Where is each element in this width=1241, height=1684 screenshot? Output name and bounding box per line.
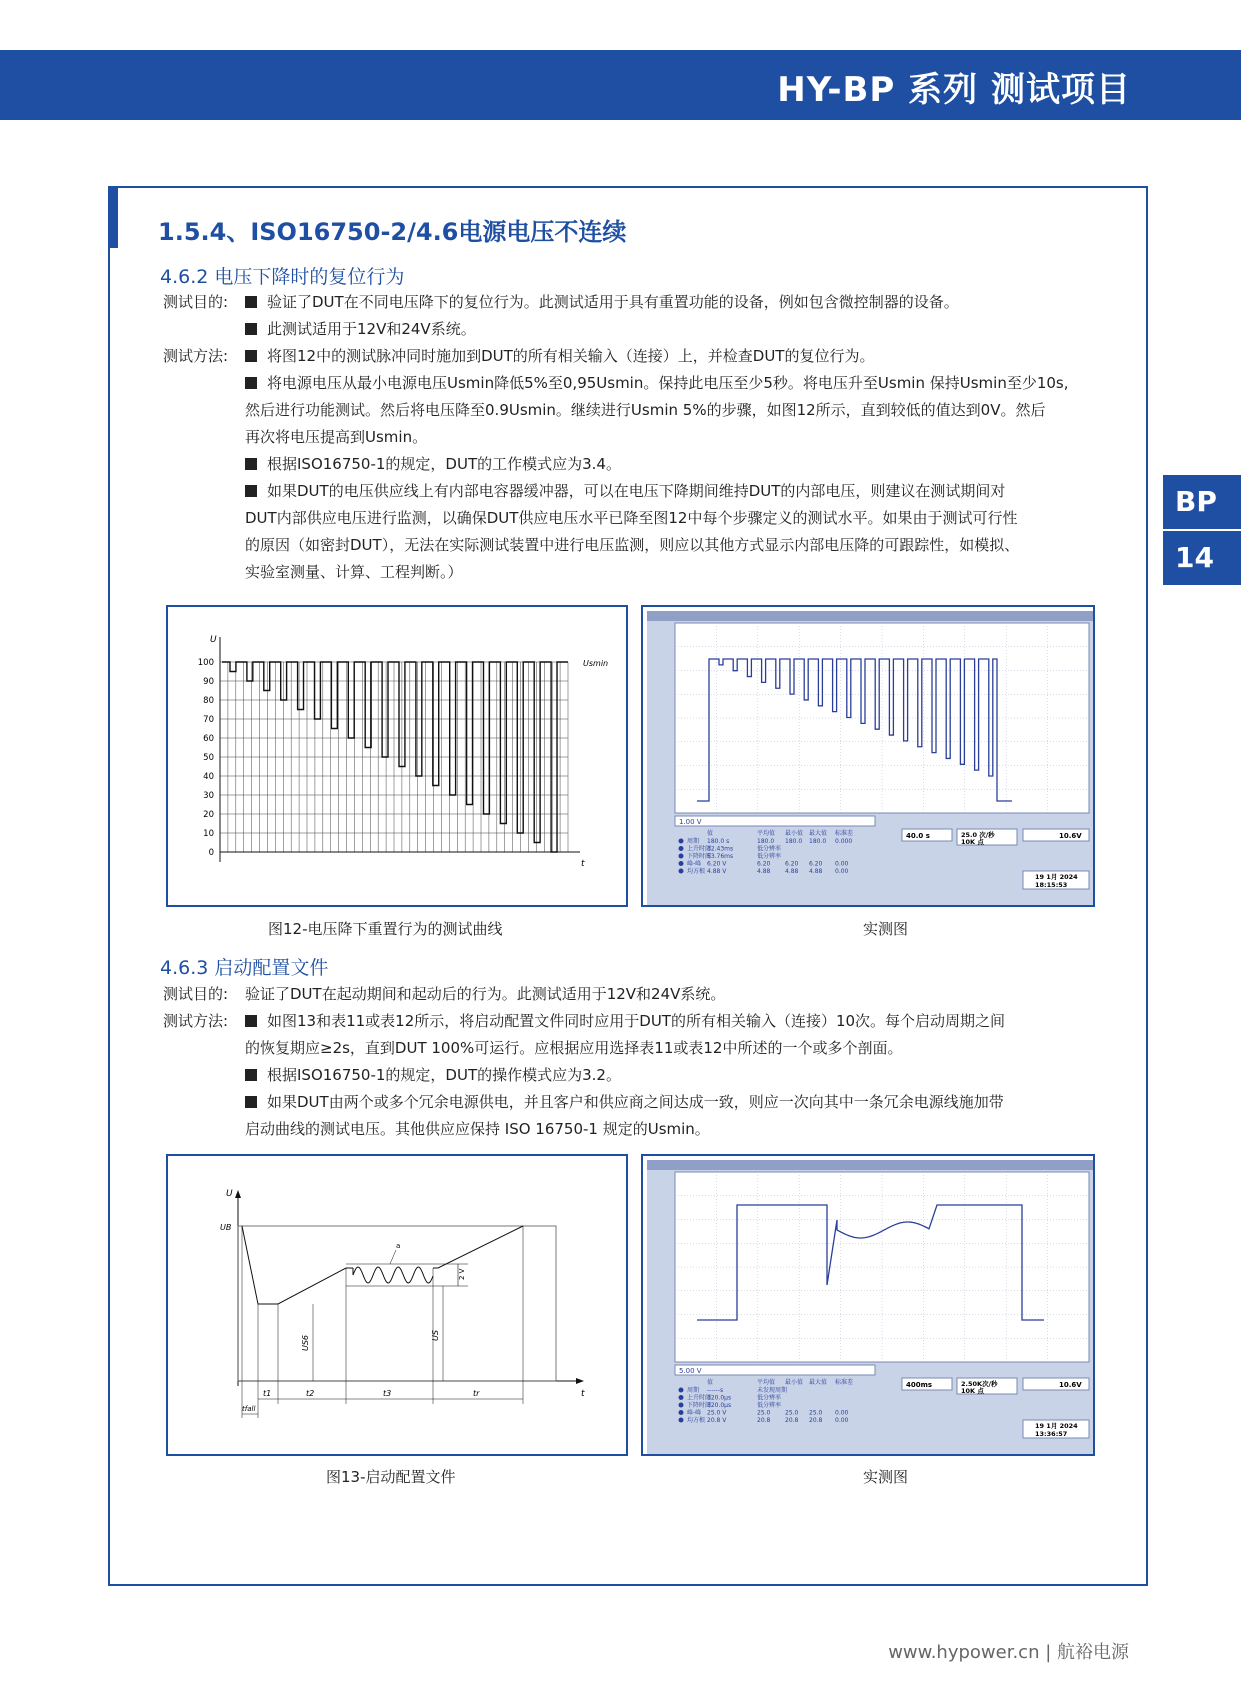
scope-table-cell: 6.20: [757, 860, 771, 868]
scope-table-header: 最小值: [785, 830, 804, 837]
figure-12-box: [166, 605, 628, 907]
method-line-4: [245, 482, 1005, 500]
scope-table-cell: 低分辨率: [757, 1402, 782, 1409]
scope-table-header: 平均值: [757, 1379, 776, 1386]
scope-table-cell: 20.8 V: [707, 1417, 727, 1424]
method-text-4c: 的原因（如密封DUT），无法在实际测试装置中进行电压监测，则应以其他方式显示内部电压降的可跟踪性，如模拟、: [245, 536, 1020, 554]
scope-table-cell: 320.0μs: [707, 1394, 732, 1402]
scope-2-timebase: 400ms: [906, 1381, 933, 1389]
fig12-y-tick: 0: [208, 848, 214, 858]
fig12-y-tick: 60: [203, 734, 214, 744]
bullet-icon: [245, 1015, 257, 1027]
method-text-4a: 如果DUT的电压供应线上有内部电容器缓冲器，可以在电压下降期间维持DUT的内部电压，则建议在测试期间对: [267, 482, 1006, 500]
scope-table-cell: 4.88 V: [707, 868, 727, 875]
method-463-text-3a: 如果DUT由两个或多个冗余电源供电，并且客户和供应商之间达成一致，则应一次向其中一条冗余电源线施加带: [267, 1093, 1004, 1111]
fig13-t3-label: t3: [383, 1389, 392, 1398]
scope-table-cell: 25.0: [785, 1409, 799, 1417]
fig13-us-label: US: [431, 1330, 440, 1341]
scope-table-header: 值: [707, 830, 714, 837]
scope-2-sample2: 10K 点: [961, 1387, 984, 1395]
figure-12-caption: 图12-电压降下重置行为的测试曲线: [268, 920, 503, 938]
scope-1-scale: 1.00 V: [679, 818, 702, 826]
method-text-2b: 然后进行功能测试。然后将电压降至0.9Usmin。继续进行Usmin 5%的步骤，如图12所示，直到较低的值达到0V。然后: [245, 401, 1046, 419]
scope-table-cell: 峰-峰: [687, 860, 702, 868]
fig12-y-tick: 40: [203, 772, 214, 782]
channel-1-icon: [679, 1395, 684, 1400]
scope-1-caption: 实测图: [863, 920, 909, 938]
subsection-title-462: 4.6.2 电压下降时的复位行为: [160, 266, 405, 288]
scope-table-cell: 4.88: [809, 868, 823, 875]
scope-table-cell: 6.20: [785, 860, 799, 868]
fig12-y-tick: 90: [203, 677, 214, 687]
scope-table-cell: 6.20 V: [707, 860, 727, 868]
channel-1-icon: [679, 869, 684, 874]
fig12-usmin-label: Usmin: [583, 659, 609, 668]
purpose-line-1: [245, 293, 959, 311]
scope-table-cell: 20.8: [809, 1417, 823, 1424]
scope-table-header: 值: [707, 1379, 714, 1386]
bullet-icon: [245, 296, 257, 308]
bullet-icon: [245, 485, 257, 497]
channel-1-icon: [679, 1418, 684, 1423]
scope-table-cell: 20.8: [757, 1417, 771, 1424]
scope-table-cell: 均方根: [687, 1417, 706, 1424]
method-text-3: 根据ISO16750-1的规定，DUT的工作模式应为3.4。: [267, 455, 621, 473]
scope-table-cell: 0.00: [835, 1409, 849, 1417]
channel-1-icon: [679, 854, 684, 859]
fig13-t-label: t: [581, 1389, 585, 1399]
side-tab-series: BP: [1163, 475, 1241, 529]
scope-table-cell: 低分辨率: [757, 1394, 782, 1402]
method-463-text-1b: 的恢复期应≥2s，直到DUT 100%可运行。应根据应用选择表11或表12中所述的一个或多个剖面。: [245, 1039, 903, 1057]
scope-1-trigger: 10.6V: [1059, 832, 1082, 840]
bullet-icon: [245, 1069, 257, 1081]
method-line-1: [245, 347, 874, 365]
scope-table-cell: 下降时间: [687, 853, 712, 860]
method-line-2: [245, 374, 1069, 392]
method-text-2a: 将电源电压从最小电源电压Usmin降低5%至0,95Usmin。保持此电压至少5秒。将电压升至Usmin 保持Usmin至少10s,: [267, 374, 1069, 392]
purpose-text-1: 验证了DUT在不同电压降下的复位行为。此测试适用于具有重置功能的设备，例如包含微控制器的设备。: [267, 293, 959, 311]
scope-table-cell: 0.00: [835, 860, 849, 868]
scope-table-header: 最小值: [785, 1379, 804, 1386]
header-bar: [0, 50, 1241, 120]
header-title: HY-BP 系列 测试项目: [777, 70, 1131, 110]
scope-table-header: 最大值: [809, 1379, 828, 1386]
method-text-1: 将图12中的测试脉冲同时施加到DUT的所有相关输入（连接）上，并检查DUT的复位行为。: [267, 347, 875, 365]
method-463-text-1a: 如图13和表11或表12所示，将启动配置文件同时应用于DUT的所有相关输入（连接）10次。每个启动周期之间: [267, 1012, 1006, 1030]
channel-1-icon: [679, 1410, 684, 1415]
bullet-icon: [245, 350, 257, 362]
fig12-x-label: t: [581, 859, 585, 869]
scope-table-cell: 下降时间: [687, 1402, 712, 1409]
channel-1-icon: [679, 1403, 684, 1408]
figure-13-caption: 图13-启动配置文件: [326, 1468, 456, 1486]
scope-table-header: 平均值: [757, 830, 776, 837]
scope-table-cell: 4.88: [757, 868, 771, 875]
scope-table-cell: ------s: [707, 1387, 724, 1394]
scope-table-cell: 25.0: [757, 1409, 771, 1417]
method-463-text-3b: 启动曲线的测试电压。其他供应应保持 ISO 16750-1 规定的Usmin。: [245, 1120, 710, 1138]
scope-table-cell: 0.00: [835, 868, 849, 875]
scope-2-time: 13:36:57: [1035, 1430, 1068, 1438]
scope-2-caption: 实测图: [863, 1468, 909, 1486]
purpose-label: 测试目的:: [163, 293, 229, 311]
fig12-y-tick: 20: [203, 810, 214, 820]
scope-table-cell: 180.0 s: [707, 838, 730, 845]
scope-table-header: 最大值: [809, 830, 828, 837]
scope-table-cell: 峰-峰: [687, 1409, 702, 1417]
scope-table-cell: 25.0 V: [707, 1409, 727, 1417]
method-label: 测试方法:: [163, 347, 229, 365]
fig12-y-label: U: [210, 635, 217, 645]
purpose-label-463: 测试目的:: [163, 985, 229, 1003]
scope-table-cell: 320.0μs: [707, 1402, 732, 1409]
fig12-y-tick: 30: [203, 791, 214, 801]
scope-table-cell: 53.76ms: [707, 853, 734, 860]
side-tab-page: 14: [1163, 531, 1241, 585]
channel-1-icon: [679, 839, 684, 844]
footer-text: www.hypower.cn | 航裕电源: [888, 1642, 1129, 1663]
scope-1-sample2: 10K 点: [961, 838, 984, 846]
channel-1-icon: [679, 1388, 684, 1393]
scope-1-timebase: 40.0 s: [906, 832, 930, 840]
scope-2-scale: 5.00 V: [679, 1367, 702, 1375]
method-463-text-2: 根据ISO16750-1的规定，DUT的操作模式应为3.2。: [267, 1066, 621, 1084]
scope-table-cell: 未发现周期: [757, 1387, 788, 1394]
subsection-title-463: 4.6.3 启动配置文件: [160, 957, 329, 979]
purpose-text-463: 验证了DUT在起动期间和起动后的行为。此测试适用于12V和24V系统。: [245, 985, 726, 1003]
scope-table-cell: 25.0: [809, 1409, 823, 1417]
figure-13-box: [166, 1154, 628, 1456]
bullet-icon: [245, 377, 257, 389]
scope-table-cell: 180.0: [757, 838, 775, 845]
scope-table-cell: 低分辨率: [757, 845, 782, 853]
scope-2-date: 19 1月 2024: [1035, 1422, 1078, 1430]
scope-table-cell: 32.43ms: [707, 845, 734, 853]
fig13-tf-label: tfall: [242, 1405, 256, 1413]
channel-1-icon: [679, 846, 684, 851]
scope-table-cell: 均方根: [687, 868, 706, 875]
scope-table-cell: 上升时间: [687, 845, 712, 853]
method-label-463: 测试方法:: [163, 1012, 229, 1030]
scope-1-box: [641, 605, 1095, 907]
fig13-t1-label: t1: [263, 1389, 272, 1398]
fig13-2v-label: 2 V: [458, 1268, 466, 1280]
bullet-icon: [245, 1096, 257, 1108]
fig12-y-tick: 70: [203, 715, 214, 725]
figure-13-chart: [168, 1156, 626, 1454]
fig13-ub-label: UB: [220, 1223, 232, 1232]
scope-table-cell: 0.000: [835, 838, 853, 845]
scope-table-cell: 180.0: [785, 838, 803, 845]
scope-table-cell: 4.88: [785, 868, 799, 875]
figure-12-chart: [168, 607, 626, 905]
scope-table-cell: 20.8: [785, 1417, 799, 1424]
scope-table-cell: 6.20: [809, 860, 823, 868]
method-text-4b: DUT内部供应电压进行监测，以确保DUT供应电压水平已降至图12中每个步骤定义的测试水平。如果由于测试可行性: [245, 509, 1018, 527]
fig12-y-tick: 10: [203, 829, 214, 839]
method-463-line-2: [245, 1066, 621, 1084]
fig13-us6-label: US6: [301, 1334, 310, 1351]
fig13-u-label: U: [226, 1189, 233, 1199]
scope-table-cell: 周期: [687, 838, 700, 845]
scope-table-header: 标准差: [835, 830, 854, 837]
method-line-3: [245, 455, 621, 473]
method-text-4d: 实验室测量、计算、工程判断。）: [245, 563, 463, 581]
scope-table-cell: 周期: [687, 1387, 700, 1394]
bullet-icon: [245, 323, 257, 335]
channel-1-icon: [679, 861, 684, 866]
purpose-text-2: 此测试适用于12V和24V系统。: [267, 320, 476, 338]
fig12-y-tick: 100: [197, 658, 214, 668]
method-text-2c: 再次将电压提高到Usmin。: [245, 428, 428, 446]
frame-accent: [108, 186, 118, 248]
scope-table-cell: 0.00: [835, 1417, 849, 1424]
scope-table-header: 标准差: [835, 1379, 854, 1386]
section-title: 1.5.4、ISO16750-2/4.6电源电压不连续: [158, 218, 627, 246]
fig12-y-tick: 80: [203, 696, 214, 706]
scope-table-cell: 低分辨率: [757, 853, 782, 860]
purpose-line-2: [245, 320, 476, 338]
scope-1-time: 18:15:53: [1035, 881, 1068, 889]
scope-1-screen: [647, 611, 1093, 905]
fig13-tr-label: tr: [473, 1389, 480, 1398]
scope-2-trigger: 10.6V: [1059, 1381, 1082, 1389]
method-463-line-3: [245, 1093, 1004, 1111]
method-463-line-1: [245, 1012, 1005, 1030]
fig13-a-label: a: [396, 1242, 401, 1250]
bullet-icon: [245, 458, 257, 470]
scope-1-sample: 25.0 次/秒: [961, 831, 995, 839]
scope-table-cell: 180.0: [809, 838, 827, 845]
scope-2-screen: [647, 1160, 1093, 1454]
scope-table-cell: 上升时间: [687, 1394, 712, 1402]
scope-2-sample: 2.50K次/秒: [961, 1380, 998, 1388]
fig12-y-tick: 50: [203, 753, 214, 763]
fig13-t2-label: t2: [306, 1389, 315, 1398]
scope-1-date: 19 1月 2024: [1035, 873, 1078, 881]
scope-2-box: [641, 1154, 1095, 1456]
